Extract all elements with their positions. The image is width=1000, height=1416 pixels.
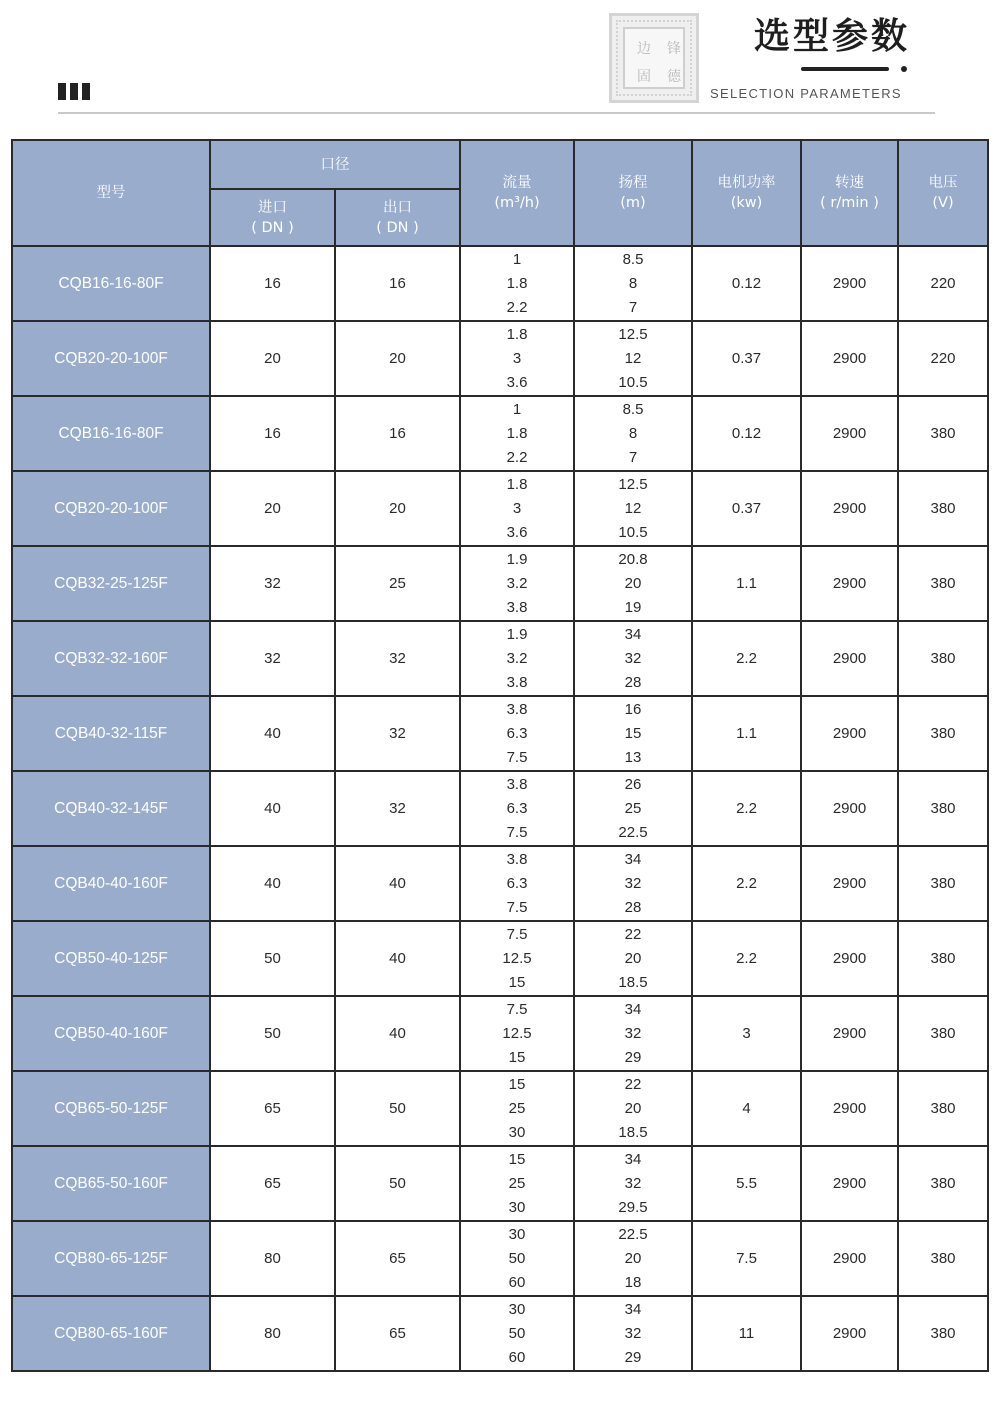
speed-cell: 2900 (801, 771, 898, 846)
head-cell-value: 32 (624, 1024, 642, 1042)
flow-cell (460, 846, 574, 921)
voltage-cell: 380 (898, 621, 988, 696)
flow-cell-value: 7.5 (506, 748, 528, 766)
outlet-cell: 20 (335, 471, 460, 546)
inlet-cell: 80 (210, 1221, 335, 1296)
head-cell-value: 12 (624, 349, 642, 367)
title-underline (801, 67, 889, 71)
voltage-cell: 380 (898, 1146, 988, 1221)
head-cell-value: 8.5 (622, 250, 644, 268)
page-subtitle: SELECTION PARAMETERS (710, 86, 902, 101)
outlet-cell: 50 (335, 1146, 460, 1221)
flow-cell-value: 1.8 (506, 424, 528, 442)
flow-cell (460, 1296, 574, 1371)
head-cell (574, 621, 692, 696)
header-head-unit: (m) (620, 195, 646, 211)
speed-cell: 2900 (801, 246, 898, 321)
head-cell-value: 20 (624, 1099, 642, 1117)
head-cell-values (575, 1298, 691, 1370)
head-cell-value: 18 (624, 1273, 642, 1291)
voltage-cell: 380 (898, 921, 988, 996)
head-cell-value: 12 (624, 499, 642, 517)
flow-cell-value: 1.8 (506, 274, 528, 292)
power-cell: 2.2 (692, 921, 801, 996)
seal-char: 边 (637, 41, 651, 57)
selection-table-container (11, 139, 989, 1372)
flow-cell-value: 60 (508, 1348, 526, 1366)
head-cell (574, 921, 692, 996)
flow-cell-value: 1.9 (506, 550, 528, 568)
head-cell (574, 696, 692, 771)
flow-cell-value: 12.5 (502, 949, 532, 967)
outlet-cell: 50 (335, 1071, 460, 1146)
outlet-cell: 32 (335, 621, 460, 696)
head-cell-value: 10.5 (618, 523, 648, 541)
flow-cell-values (461, 398, 573, 470)
voltage-cell: 380 (898, 846, 988, 921)
flow-cell (460, 396, 574, 471)
speed-cell: 2900 (801, 1296, 898, 1371)
flow-cell (460, 621, 574, 696)
table-row (12, 1221, 988, 1296)
head-cell (574, 396, 692, 471)
header-inlet-unit: ( DN ) (251, 219, 294, 236)
head-cell-values (575, 1148, 691, 1220)
head-cell (574, 996, 692, 1071)
flow-cell-value: 30 (508, 1198, 526, 1216)
inlet-cell: 40 (210, 846, 335, 921)
flow-cell-value: 3.6 (506, 373, 528, 391)
header-head-label: 扬程 (618, 175, 648, 191)
head-cell-value: 7 (628, 448, 638, 466)
head-cell-value: 34 (624, 1300, 642, 1318)
flow-cell (460, 1221, 574, 1296)
voltage-cell: 380 (898, 546, 988, 621)
flow-cell-value: 3.6 (506, 523, 528, 541)
speed-cell: 2900 (801, 1071, 898, 1146)
outlet-cell: 20 (335, 321, 460, 396)
flow-cell-values (461, 1223, 573, 1295)
flow-cell-value: 1.9 (506, 625, 528, 643)
speed-cell: 2900 (801, 696, 898, 771)
header-voltage-unit: (V) (932, 195, 954, 211)
speed-cell: 2900 (801, 396, 898, 471)
speed-cell: 2900 (801, 321, 898, 396)
header-flow-unit: (m³/h) (494, 195, 540, 211)
head-cell-value: 7 (628, 298, 638, 316)
header-power-unit: (kw) (730, 195, 763, 211)
header-outlet-unit: ( DN ) (376, 219, 419, 236)
flow-cell-value: 3.8 (506, 850, 528, 868)
head-cell-value: 16 (624, 700, 642, 718)
table-row (12, 321, 988, 396)
power-cell: 11 (692, 1296, 801, 1371)
flow-cell-value: 3.8 (506, 673, 528, 691)
header-speed-unit: ( r/min ) (820, 195, 879, 211)
voltage-cell: 380 (898, 771, 988, 846)
head-cell-value: 22.5 (618, 1225, 648, 1243)
flow-cell-value: 3 (512, 499, 522, 517)
model-cell: CQB16-16-80F (12, 396, 210, 471)
page-title: 选型参数 (753, 16, 910, 57)
flow-cell-value: 15 (508, 973, 526, 991)
flow-cell-values (461, 848, 573, 920)
power-cell: 5.5 (692, 1146, 801, 1221)
header-divider (58, 112, 935, 114)
model-cell: CQB40-40-160F (12, 846, 210, 921)
voltage-cell: 220 (898, 246, 988, 321)
power-cell: 4 (692, 1071, 801, 1146)
brand-seal-logo (609, 13, 699, 103)
seal-char: 德 (667, 69, 681, 85)
flow-cell-value: 2.2 (506, 448, 528, 466)
inlet-cell: 80 (210, 1296, 335, 1371)
header-speed (801, 140, 898, 246)
flow-cell-values (461, 773, 573, 845)
flow-cell (460, 696, 574, 771)
outlet-cell: 65 (335, 1221, 460, 1296)
head-cell-value: 18.5 (618, 1123, 648, 1141)
head-cell-values (575, 1223, 691, 1295)
flow-cell (460, 1071, 574, 1146)
flow-cell-value: 30 (508, 1123, 526, 1141)
title-dot (901, 66, 907, 72)
head-cell-value: 34 (624, 625, 642, 643)
speed-cell: 2900 (801, 921, 898, 996)
inlet-cell: 32 (210, 546, 335, 621)
head-cell-values (575, 1073, 691, 1145)
flow-cell-value: 3.2 (506, 649, 528, 667)
power-cell: 7.5 (692, 1221, 801, 1296)
seal-char: 锋 (667, 41, 681, 57)
flow-cell-values (461, 473, 573, 545)
inlet-cell: 65 (210, 1146, 335, 1221)
head-cell-values (575, 248, 691, 320)
flow-cell-value: 3.8 (506, 775, 528, 793)
voltage-cell: 380 (898, 471, 988, 546)
flow-cell-values (461, 548, 573, 620)
flow-cell-value: 12.5 (502, 1024, 532, 1042)
head-cell-values (575, 548, 691, 620)
flow-cell-value: 1.8 (506, 475, 528, 493)
power-cell: 0.12 (692, 246, 801, 321)
header-flow-label: 流量 (502, 175, 532, 191)
head-cell-value: 34 (624, 1150, 642, 1168)
head-cell-value: 8.5 (622, 400, 644, 418)
inlet-cell: 20 (210, 321, 335, 396)
flow-cell-value: 7.5 (506, 898, 528, 916)
flow-cell-value: 15 (508, 1075, 526, 1093)
flow-cell-value: 25 (508, 1174, 526, 1192)
flow-cell (460, 996, 574, 1071)
flow-cell-value: 1 (512, 400, 522, 418)
head-cell-value: 34 (624, 850, 642, 868)
header-voltage (898, 140, 988, 246)
power-cell: 0.12 (692, 396, 801, 471)
flow-cell-value: 3 (512, 349, 522, 367)
speed-cell: 2900 (801, 846, 898, 921)
voltage-cell: 380 (898, 1071, 988, 1146)
table-row (12, 771, 988, 846)
head-cell-value: 8 (628, 274, 638, 292)
head-cell (574, 1221, 692, 1296)
power-cell: 1.1 (692, 546, 801, 621)
head-cell-value: 20.8 (618, 550, 648, 568)
table-row (12, 921, 988, 996)
head-cell-value: 10.5 (618, 373, 648, 391)
head-cell-values (575, 698, 691, 770)
flow-cell-values (461, 248, 573, 320)
head-cell-value: 19 (624, 598, 642, 616)
model-cell: CQB40-32-115F (12, 696, 210, 771)
flow-cell-value: 30 (508, 1300, 526, 1318)
table-row (12, 996, 988, 1071)
head-cell-values (575, 473, 691, 545)
flow-cell-value: 60 (508, 1273, 526, 1291)
flow-cell-value: 6.3 (506, 874, 528, 892)
inlet-cell: 20 (210, 471, 335, 546)
head-cell (574, 1296, 692, 1371)
flow-cell-value: 1 (512, 250, 522, 268)
head-cell-value: 29.5 (618, 1198, 648, 1216)
model-cell: CQB20-20-100F (12, 321, 210, 396)
table-row (12, 1071, 988, 1146)
header-head (574, 140, 692, 246)
flow-cell-values (461, 1298, 573, 1370)
flow-cell-value: 50 (508, 1324, 526, 1342)
table-row (12, 1296, 988, 1371)
head-cell (574, 1146, 692, 1221)
flow-cell-value: 15 (508, 1150, 526, 1168)
selection-parameters-table (11, 139, 989, 1372)
flow-cell (460, 921, 574, 996)
head-cell (574, 546, 692, 621)
header-inlet (210, 189, 335, 246)
flow-cell (460, 1146, 574, 1221)
model-cell: CQB65-50-125F (12, 1071, 210, 1146)
model-cell: CQB80-65-125F (12, 1221, 210, 1296)
voltage-cell: 380 (898, 1221, 988, 1296)
header-power-label: 电机功率 (717, 175, 776, 191)
head-cell-value: 32 (624, 1324, 642, 1342)
flow-cell-values (461, 998, 573, 1070)
inlet-cell: 40 (210, 696, 335, 771)
model-cell: CQB20-20-100F (12, 471, 210, 546)
speed-cell: 2900 (801, 1146, 898, 1221)
head-cell-value: 29 (624, 1048, 642, 1066)
inlet-cell: 50 (210, 921, 335, 996)
header-flow (460, 140, 574, 246)
model-cell: CQB32-25-125F (12, 546, 210, 621)
flow-cell-values (461, 698, 573, 770)
head-cell-values (575, 398, 691, 470)
head-cell-value: 15 (624, 724, 642, 742)
head-cell-value: 28 (624, 673, 642, 691)
head-cell-value: 20 (624, 574, 642, 592)
flow-cell-value: 25 (508, 1099, 526, 1117)
head-cell (574, 846, 692, 921)
head-cell-value: 12.5 (618, 475, 648, 493)
head-cell-value: 29 (624, 1348, 642, 1366)
flow-cell-value: 6.3 (506, 799, 528, 817)
flow-cell-value: 6.3 (506, 724, 528, 742)
table-row (12, 246, 988, 321)
power-cell: 2.2 (692, 771, 801, 846)
header-power (692, 140, 801, 246)
head-cell (574, 471, 692, 546)
section-marker (58, 83, 90, 100)
head-cell (574, 246, 692, 321)
head-cell-values (575, 623, 691, 695)
voltage-cell: 380 (898, 1296, 988, 1371)
voltage-cell: 380 (898, 696, 988, 771)
header-model: 型号 (12, 140, 210, 246)
flow-cell-value: 7.5 (506, 925, 528, 943)
power-cell: 1.1 (692, 696, 801, 771)
flow-cell-values (461, 1148, 573, 1220)
outlet-cell: 40 (335, 996, 460, 1071)
head-cell-value: 34 (624, 1000, 642, 1018)
flow-cell (460, 246, 574, 321)
head-cell-value: 32 (624, 649, 642, 667)
head-cell-value: 22 (624, 1075, 642, 1093)
inlet-cell: 40 (210, 771, 335, 846)
voltage-cell: 380 (898, 996, 988, 1071)
table-row (12, 621, 988, 696)
model-cell: CQB50-40-160F (12, 996, 210, 1071)
table-row (12, 396, 988, 471)
flow-cell (460, 546, 574, 621)
power-cell: 2.2 (692, 621, 801, 696)
flow-cell-value: 3.8 (506, 700, 528, 718)
outlet-cell: 16 (335, 246, 460, 321)
power-cell: 2.2 (692, 846, 801, 921)
table-row (12, 846, 988, 921)
outlet-cell: 32 (335, 696, 460, 771)
head-cell-values (575, 923, 691, 995)
flow-cell-values (461, 1073, 573, 1145)
header-outlet-label: 出口 (383, 199, 412, 216)
model-cell: CQB80-65-160F (12, 1296, 210, 1371)
model-cell: CQB50-40-125F (12, 921, 210, 996)
outlet-cell: 16 (335, 396, 460, 471)
speed-cell: 2900 (801, 621, 898, 696)
flow-cell-values (461, 923, 573, 995)
head-cell-value: 32 (624, 874, 642, 892)
flow-cell (460, 471, 574, 546)
voltage-cell: 380 (898, 396, 988, 471)
flow-cell-value: 3.2 (506, 574, 528, 592)
header-caliber: 口径 (210, 140, 460, 189)
flow-cell-value: 3.8 (506, 598, 528, 616)
outlet-cell: 40 (335, 921, 460, 996)
header-inlet-label: 进口 (258, 199, 287, 216)
flow-cell-value: 1.8 (506, 325, 528, 343)
table-row (12, 1146, 988, 1221)
head-cell-value: 22.5 (618, 823, 648, 841)
model-cell: CQB32-32-160F (12, 621, 210, 696)
flow-cell-value: 15 (508, 1048, 526, 1066)
head-cell-value: 28 (624, 898, 642, 916)
head-cell (574, 321, 692, 396)
flow-cell-values (461, 323, 573, 395)
power-cell: 3 (692, 996, 801, 1071)
speed-cell: 2900 (801, 546, 898, 621)
flow-cell (460, 771, 574, 846)
inlet-cell: 65 (210, 1071, 335, 1146)
voltage-cell: 220 (898, 321, 988, 396)
table-row (12, 546, 988, 621)
table-row (12, 696, 988, 771)
flow-cell-value: 2.2 (506, 298, 528, 316)
model-cell: CQB65-50-160F (12, 1146, 210, 1221)
head-cell-value: 12.5 (618, 325, 648, 343)
power-cell: 0.37 (692, 471, 801, 546)
flow-cell-value: 30 (508, 1225, 526, 1243)
model-cell: CQB40-32-145F (12, 771, 210, 846)
table-body (12, 246, 988, 1371)
speed-cell: 2900 (801, 996, 898, 1071)
outlet-cell: 65 (335, 1296, 460, 1371)
flow-cell (460, 321, 574, 396)
flow-cell-value: 50 (508, 1249, 526, 1267)
outlet-cell: 32 (335, 771, 460, 846)
flow-cell-value: 7.5 (506, 823, 528, 841)
flow-cell-value: 7.5 (506, 1000, 528, 1018)
inlet-cell: 32 (210, 621, 335, 696)
speed-cell: 2900 (801, 471, 898, 546)
head-cell-value: 20 (624, 1249, 642, 1267)
speed-cell: 2900 (801, 1221, 898, 1296)
head-cell-value: 26 (624, 775, 642, 793)
outlet-cell: 40 (335, 846, 460, 921)
table-row (12, 471, 988, 546)
head-cell (574, 771, 692, 846)
head-cell-value: 22 (624, 925, 642, 943)
head-cell-value: 20 (624, 949, 642, 967)
head-cell-values (575, 998, 691, 1070)
seal-char: 固 (637, 69, 651, 85)
inlet-cell: 16 (210, 246, 335, 321)
head-cell-value: 13 (624, 748, 642, 766)
head-cell-values (575, 323, 691, 395)
power-cell: 0.37 (692, 321, 801, 396)
head-cell-value: 32 (624, 1174, 642, 1192)
head-cell-value: 18.5 (618, 973, 648, 991)
model-cell: CQB16-16-80F (12, 246, 210, 321)
head-cell-value: 25 (624, 799, 642, 817)
head-cell-values (575, 773, 691, 845)
flow-cell-values (461, 623, 573, 695)
head-cell (574, 1071, 692, 1146)
outlet-cell: 25 (335, 546, 460, 621)
head-cell-value: 8 (628, 424, 638, 442)
header-outlet (335, 189, 460, 246)
inlet-cell: 16 (210, 396, 335, 471)
header-voltage-label: 电压 (928, 175, 958, 191)
header-speed-label: 转速 (835, 175, 864, 191)
head-cell-values (575, 848, 691, 920)
inlet-cell: 50 (210, 996, 335, 1071)
